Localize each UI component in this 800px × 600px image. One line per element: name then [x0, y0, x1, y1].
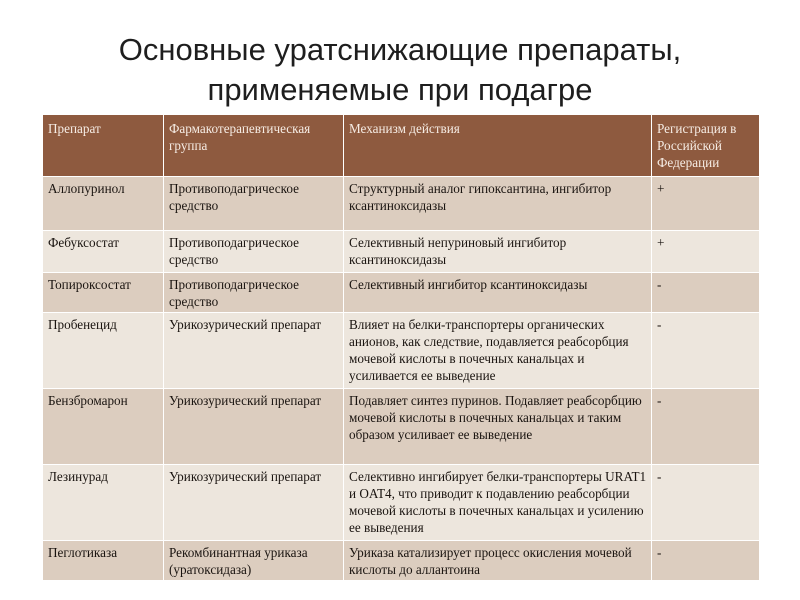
cell-registration: -: [652, 465, 760, 541]
slide-title: [0, 30, 800, 110]
cell-drug: Пробенецид: [43, 313, 164, 389]
cell-drug: Бензбромарон: [43, 389, 164, 465]
cell-mechanism: Уриказа катализирует процесс окисления мочевой кислоты до аллантоина: [344, 541, 652, 581]
cell-registration: +: [652, 177, 760, 231]
cell-mechanism: Структурный аналог гипоксантина, ингибитор ксантиноксидазы: [344, 177, 652, 231]
table-row-febuxostat: [43, 231, 760, 273]
cell-registration: -: [652, 273, 760, 313]
cell-drug: Пеглотиказа: [43, 541, 164, 581]
table-header-row: [43, 115, 760, 177]
cell-mechanism: Селективный ингибитор ксантиноксидазы: [344, 273, 652, 313]
drugs-table: [42, 114, 760, 581]
table-row-topiroxostat: [43, 273, 760, 313]
cell-group: Противоподагрическое средство: [164, 177, 344, 231]
table-row-probenecid: [43, 313, 760, 389]
header-drug: Препарат: [43, 115, 164, 177]
cell-group: Урикозурический препарат: [164, 465, 344, 541]
cell-drug: Аллопуринол: [43, 177, 164, 231]
cell-group: Урикозурический препарат: [164, 389, 344, 465]
cell-drug: Фебуксостат: [43, 231, 164, 273]
cell-mechanism: Подавляет синтез пуринов. Подавляет реабсорбцию мочевой кислоты в почечных канальцах и таким образом усиливает ее выведение: [344, 389, 652, 465]
cell-drug: Лезинурад: [43, 465, 164, 541]
cell-group: Рекомбинантная уриказа (уратоксидаза): [164, 541, 344, 581]
slide-title-line-1: Основные уратснижающие препараты,: [118, 32, 682, 67]
header-registration: Регистрация в Российской Федерации: [652, 115, 760, 177]
cell-group: Противоподагрическое средство: [164, 273, 344, 313]
cell-registration: -: [652, 313, 760, 389]
cell-group: Противоподагрическое средство: [164, 231, 344, 273]
slide-title-line-2: применяемые при подагре: [207, 72, 593, 107]
header-mechanism: Механизм действия: [344, 115, 652, 177]
cell-registration: -: [652, 389, 760, 465]
cell-mechanism: Селективный непуриновый ингибитор ксантиноксидазы: [344, 231, 652, 273]
cell-mechanism: Селективно ингибирует белки-транспортеры URAT1 и OAT4, что приводит к подавлению реабсорбции мочевой кислоты в почечных канальцах и усилению ее выведения: [344, 465, 652, 541]
cell-group: Урикозурический препарат: [164, 313, 344, 389]
header-group: Фармакотерапевтическая группа: [164, 115, 344, 177]
table-row-benzbromarone: [43, 389, 760, 465]
cell-registration: -: [652, 541, 760, 581]
cell-drug: Топироксостат: [43, 273, 164, 313]
table-row-lesinurad: [43, 465, 760, 541]
table-row-pegloticase: [43, 541, 760, 581]
cell-mechanism: Влияет на белки-транспортеры органических анионов, как следствие, подавляется реабсорбция мочевой кислоты в почечных канальцах и усиливается ее выведение: [344, 313, 652, 389]
table-row-allopurinol: [43, 177, 760, 231]
cell-registration: +: [652, 231, 760, 273]
